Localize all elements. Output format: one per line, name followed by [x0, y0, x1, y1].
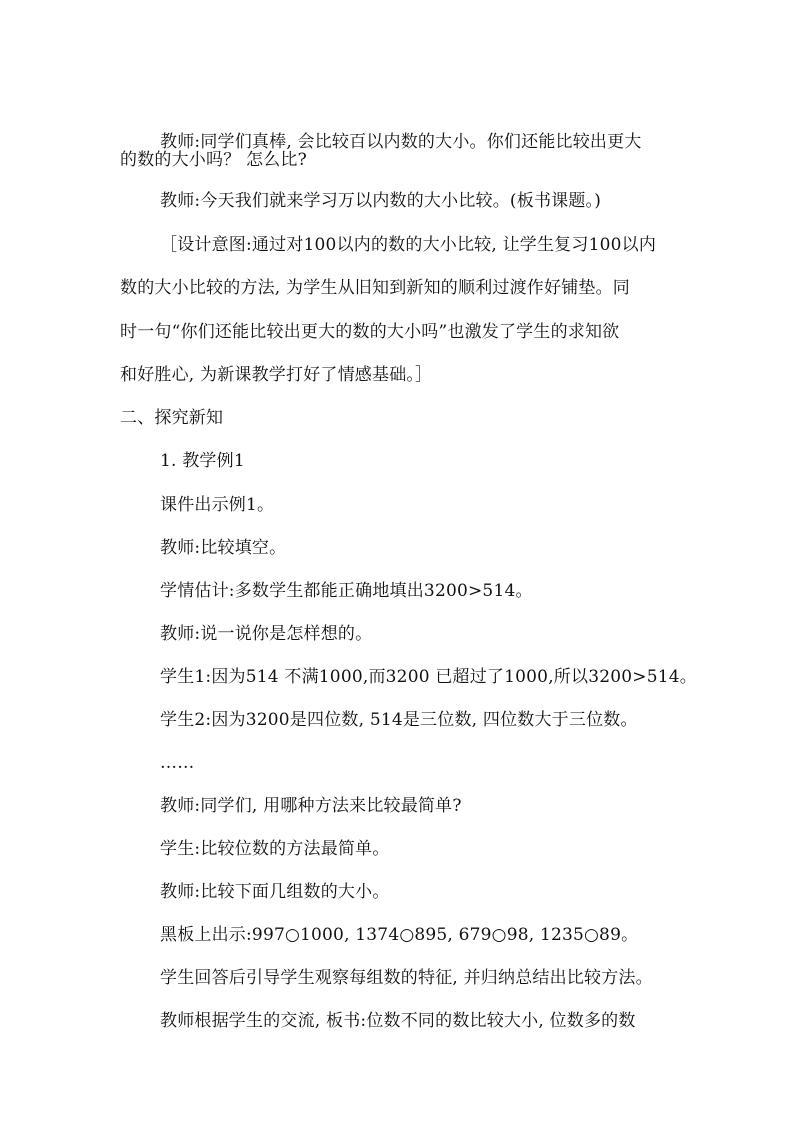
design-intent-line-4: 和好胜心, 为新课教学打好了情感基础。］ [120, 365, 433, 385]
paragraph-estimate: 学情估计:多数学生都能正确地填出3200>514。 [160, 581, 533, 601]
paragraph-teacher-topic: 教师:今天我们就来学习万以内数的大小比较。(板书课题。) [160, 191, 602, 211]
paragraph-student-answer: 学生:比较位数的方法最简单。 [160, 839, 390, 859]
paragraph-teacher-board: 教师根据学生的交流, 板书:位数不同的数比较大小, 位数多的数 [160, 1011, 636, 1031]
paragraph-teacher-method: 教师:同学们, 用哪种方法来比较最简单? [160, 796, 462, 816]
design-intent-line-3: 时一句“你们还能比较出更大的数的大小吗”也激发了学生的求知欲 [120, 322, 620, 342]
paragraph-student-observe: 学生回答后引导学生观察每组数的特征, 并归纳总结出比较方法。 [160, 968, 653, 988]
section-heading: 二、探究新知 [120, 408, 224, 428]
paragraph-blackboard: 黑板上出示:997○1000, 1374○895, 679○98, 1235○89。 [160, 925, 639, 945]
ellipsis: …… [160, 753, 195, 773]
paragraph-student-1: 学生1:因为514 不满1000,而3200 已超过了1000,所以3200>514。 [160, 667, 697, 687]
subsection-heading: 1. 教学例1 [160, 451, 245, 471]
paragraph-teacher-compare: 教师:比较下面几组数的大小。 [160, 882, 390, 902]
paragraph-teacher-praise-line-2: 的数的大小吗？ 怎么比? [120, 150, 307, 170]
design-intent-line-2: 数的大小比较的方法, 为学生从旧知到新知的顺利过渡作好铺垫。同 [120, 278, 631, 298]
paragraph-teacher-fill: 教师:比较填空。 [160, 538, 287, 558]
paragraph-teacher-praise-line-1: 教师:同学们真棒, 会比较百以内数的大小。你们还能比较出更大 [160, 132, 642, 152]
design-intent-line-1: ［设计意图:通过对100以内的数的大小比较, 让学生复习100以内 [160, 235, 657, 255]
paragraph-student-2: 学生2:因为3200是四位数, 514是三位数, 四位数大于三位数。 [160, 710, 638, 730]
paragraph-courseware: 课件出示例1。 [160, 495, 275, 515]
paragraph-teacher-explain: 教师:说一说你是怎样想的。 [160, 624, 373, 644]
